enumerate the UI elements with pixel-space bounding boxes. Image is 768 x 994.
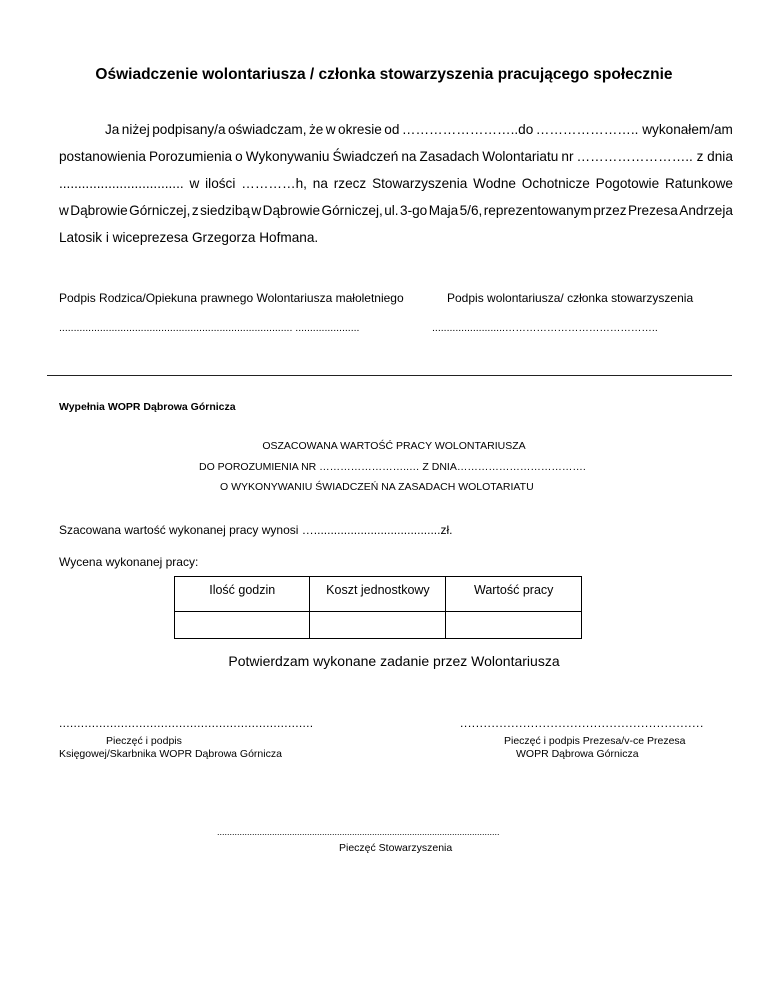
paragraph-word: o	[235, 149, 243, 164]
paragraph-word: w	[189, 176, 200, 191]
paragraph-word: Ja	[105, 122, 120, 137]
estimated-value-line[interactable]: Szacowana wartość wykonanej pracy wynosi …......................................zł.	[59, 523, 453, 537]
paragraph-word: ul.	[384, 203, 399, 218]
paragraph-word: Ratunkowe	[664, 176, 733, 191]
paragraph-word: ilości	[205, 176, 236, 191]
estimate-title-line-3: O WYKONYWANIU ŚWIADCZEŃ NA ZASADACH WOLOTARIATU	[220, 481, 534, 493]
paragraph-line-2	[59, 149, 733, 164]
paragraph-word: Prezesa	[627, 203, 678, 218]
valuation-table-header-row	[175, 577, 582, 612]
accountant-label-line-1: Pieczęć i podpis	[106, 735, 182, 747]
paragraph-word: na	[401, 149, 417, 164]
paragraph-word: ……………………..do	[401, 122, 534, 137]
valuation-table	[174, 576, 582, 639]
volunteer-signature-label: Podpis wolontariusza/ członka stowarzyszenia	[447, 291, 694, 305]
cell-hours[interactable]	[175, 612, 310, 639]
association-stamp-line[interactable]: .................................................................................................................	[217, 827, 500, 837]
paragraph-word: Dąbrowie	[262, 203, 321, 218]
paragraph-word: Wykonywaniu	[245, 149, 330, 164]
header-unit-cost: Koszt jednostkowy	[310, 577, 446, 612]
paragraph-word: podpisany/a	[152, 122, 226, 137]
paragraph-word: 3-go	[400, 203, 428, 218]
president-label-line-2: WOPR Dąbrowa Górnicza	[516, 748, 639, 760]
confirmation-text: Potwierdzam wykonane zadanie przez Wolontariusza	[228, 653, 560, 669]
header-hours: Ilość godzin	[175, 577, 310, 612]
paragraph-word: Maja	[428, 203, 459, 218]
paragraph-word: na	[312, 176, 328, 191]
cell-work-value[interactable]	[446, 612, 582, 639]
association-stamp-label: Pieczęć Stowarzyszenia	[339, 842, 453, 854]
paragraph-word: Ochotnicze	[521, 176, 590, 191]
paragraph-word: w	[251, 203, 262, 218]
header-work-value: Wartość pracy	[446, 577, 582, 612]
accountant-label-line-2: Księgowej/Skarbnika WOPR Dąbrowa Górnicza	[59, 748, 282, 760]
paragraph-word: Zasadach	[419, 149, 480, 164]
paragraph-word: nr	[561, 149, 574, 164]
paragraph-line-4	[59, 203, 733, 218]
cell-unit-cost[interactable]	[310, 612, 446, 639]
paragraph-word: …………………….. z dnia	[576, 149, 733, 164]
paragraph-word: postanowienia	[59, 149, 146, 164]
parent-signature-line[interactable]: ................................................................................ ......................	[59, 322, 360, 334]
paragraph-line-5: Latosik i wiceprezesa Grzegorza Hofmana.	[59, 230, 319, 245]
paragraph-line-1	[59, 122, 733, 137]
paragraph-word: Stowarzyszenia	[372, 176, 468, 191]
paragraph-word: w	[325, 122, 336, 137]
paragraph-word: Pogotowie	[595, 176, 660, 191]
estimate-title-line-1: OSZACOWANA WARTOŚĆ PRACY WOLONTARIUSZA	[262, 440, 526, 452]
paragraph-word: Wodne	[473, 176, 516, 191]
valuation-table-row	[175, 612, 582, 639]
accountant-signature-line[interactable]: ......................................................................	[59, 716, 314, 730]
paragraph-line-3	[59, 176, 733, 191]
paragraph-word: rzecz	[333, 176, 367, 191]
paragraph-word: niżej	[121, 122, 150, 137]
paragraph-word: Wolontariatu	[482, 149, 559, 164]
president-signature-line[interactable]: ..............................................................	[460, 716, 704, 730]
paragraph-word: z	[191, 203, 199, 218]
paragraph-word: oświadczam,	[227, 122, 307, 137]
paragraph-word: przez	[593, 203, 627, 218]
paragraph-word: …………h,	[241, 176, 307, 191]
paragraph-word: reprezentowanym	[483, 203, 592, 218]
paragraph-word: Świadczeń	[332, 149, 399, 164]
office-section-heading: Wypełnia WOPR Dąbrowa Górnicza	[59, 401, 236, 413]
paragraph-word: Porozumienia	[148, 149, 233, 164]
valuation-label: Wycena wykonanej pracy:	[59, 555, 199, 569]
paragraph-word: .................................	[59, 176, 184, 191]
document-title: Oświadczenie wolontariusza / członka stowarzyszenia pracującego społecznie	[95, 66, 673, 83]
estimate-title-line-2[interactable]: DO POROZUMIENIA NR ……………………..… Z DNIA……………………………….	[199, 461, 586, 473]
president-label-line-1: Pieczęć i podpis Prezesa/v-ce Prezesa	[504, 735, 686, 747]
paragraph-word: Górniczej,	[129, 203, 191, 218]
paragraph-word: ………………….. wykonałem/am	[535, 122, 733, 137]
paragraph-word: siedzibą	[200, 203, 250, 218]
paragraph-word: od	[384, 122, 400, 137]
paragraph-word: 5/6,	[459, 203, 483, 218]
paragraph-word: Górniczej,	[321, 203, 383, 218]
paragraph-word: w	[59, 203, 69, 218]
volunteer-signature-line[interactable]: .........................……………………………………..	[432, 322, 658, 334]
section-divider	[47, 375, 732, 376]
parent-signature-label: Podpis Rodzica/Opiekuna prawnego Wolontariusza małoletniego	[59, 291, 404, 305]
paragraph-word: że	[308, 122, 324, 137]
paragraph-word: Andrzeja	[679, 203, 733, 218]
paragraph-word: Dąbrowie	[70, 203, 128, 218]
paragraph-word: okresie	[338, 122, 382, 137]
